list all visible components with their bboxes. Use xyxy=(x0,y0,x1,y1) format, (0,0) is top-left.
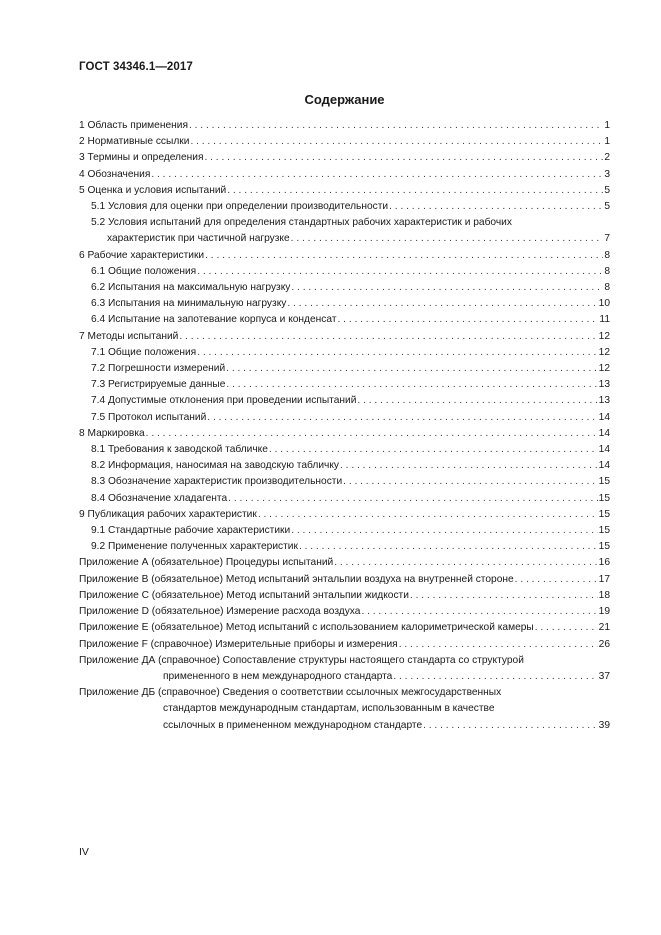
table-of-contents xyxy=(79,118,610,734)
toc-appendix[interactable]: Приложение D (обязательное) Измерение расхода воздуха . . . 19 xyxy=(79,604,610,620)
toc-title: Содержание xyxy=(304,92,385,107)
document-code: ГОСТ 34346.1—2017 xyxy=(79,61,193,73)
toc-subentry[interactable]: 5.1 Условия для оценки при определении производительности . . . 5 xyxy=(79,199,610,215)
toc-entry[interactable]: 4 Обозначения . . . 3 xyxy=(79,167,610,183)
toc-entry[interactable]: 5 Оценка и условия испытаний . . . 5 xyxy=(79,183,610,199)
toc-appendix-line[interactable]: Приложение ДА (справочное) Сопоставление структуры настоящего стандарта со структурой xyxy=(79,654,524,666)
toc-subentry[interactable]: 7.3 Регистрируемые данные . . . 13 xyxy=(79,377,610,393)
toc-entry[interactable]: 8 Маркировка . . . 14 xyxy=(79,426,610,442)
page-number: IV xyxy=(79,846,89,858)
toc-appendix-continuation-line[interactable]: стандартов международным стандартам, использованным в качестве xyxy=(163,703,495,715)
toc-subentry[interactable]: 8.2 Информация, наносимая на заводскую табличку . . . 14 xyxy=(79,458,610,474)
toc-appendix[interactable]: Приложение А (обязательное) Процедуры испытаний . . . 16 xyxy=(79,555,610,571)
toc-entry[interactable]: 9 Публикация рабочих характеристик . . . 15 xyxy=(79,507,610,523)
toc-subentry[interactable]: 8.4 Обозначение хладагента . . . 15 xyxy=(79,491,610,507)
toc-appendix[interactable]: Приложение F (справочное) Измерительные приборы и измерения . . . 26 xyxy=(79,637,610,653)
toc-subentry[interactable]: 8.3 Обозначение характеристик производительности . . . 15 xyxy=(79,474,610,490)
toc-subentry[interactable]: 6.3 Испытания на минимальную нагрузку . . . 10 xyxy=(79,296,610,312)
toc-subentry[interactable]: 7.4 Допустимые отклонения при проведении испытаний . . . 13 xyxy=(79,393,610,409)
toc-subentry[interactable]: 6.2 Испытания на максимальную нагрузку . . . 8 xyxy=(79,280,610,296)
toc-appendix-continuation[interactable]: ссылочных в примененном международном стандарте . . . 39 xyxy=(79,718,610,734)
toc-appendix[interactable]: Приложение Е (обязательное) Метод испытаний с использованием калориметрической камеры . . . 21 xyxy=(79,620,610,636)
toc-appendix-line[interactable]: Приложение ДБ (справочное) Сведения о соответствии ссылочных межгосударственных xyxy=(79,687,502,699)
toc-entry[interactable]: 6 Рабочие характеристики . . . 8 xyxy=(79,248,610,264)
toc-subentry[interactable]: 9.1 Стандартные рабочие характеристики . . . 15 xyxy=(79,523,610,539)
toc-subentry-continuation[interactable]: характеристик при частичной нагрузке . . . 7 xyxy=(79,231,610,247)
toc-entry[interactable]: 3 Термины и определения . . . 2 xyxy=(79,150,610,166)
toc-appendix[interactable]: Приложение В (обязательное) Метод испытаний энтальпии воздуха на внутренней стороне . . . 17 xyxy=(79,572,610,588)
toc-subentry-line[interactable]: 5.2 Условия испытаний для определения стандартных рабочих характеристик и рабочих xyxy=(91,217,512,229)
toc-appendix-continuation[interactable]: примененного в нем международного стандарта . . . 37 xyxy=(79,669,610,685)
toc-subentry[interactable]: 9.2 Применение полученных характеристик . . . 15 xyxy=(79,539,610,555)
toc-subentry[interactable]: 6.4 Испытание на запотевание корпуса и конденсат . . . 11 xyxy=(79,312,610,328)
toc-subentry[interactable]: 8.1 Требования к заводской табличке . . . 14 xyxy=(79,442,610,458)
toc-entry[interactable]: 7 Методы испытаний . . . 12 xyxy=(79,329,610,345)
toc-subentry[interactable]: 6.1 Общие положения . . . 8 xyxy=(79,264,610,280)
toc-entry[interactable]: 2 Нормативные ссылки . . . 1 xyxy=(79,134,610,150)
toc-subentry[interactable]: 7.1 Общие положения . . . 12 xyxy=(79,345,610,361)
toc-entry[interactable]: 1 Область применения . . . 1 xyxy=(79,118,610,134)
toc-appendix[interactable]: Приложение С (обязательное) Метод испытаний энтальпии жидкости . . . 18 xyxy=(79,588,610,604)
toc-subentry[interactable]: 7.2 Погрешности измерений . . . 12 xyxy=(79,361,610,377)
toc-subentry[interactable]: 7.5 Протокол испытаний . . . 14 xyxy=(79,410,610,426)
